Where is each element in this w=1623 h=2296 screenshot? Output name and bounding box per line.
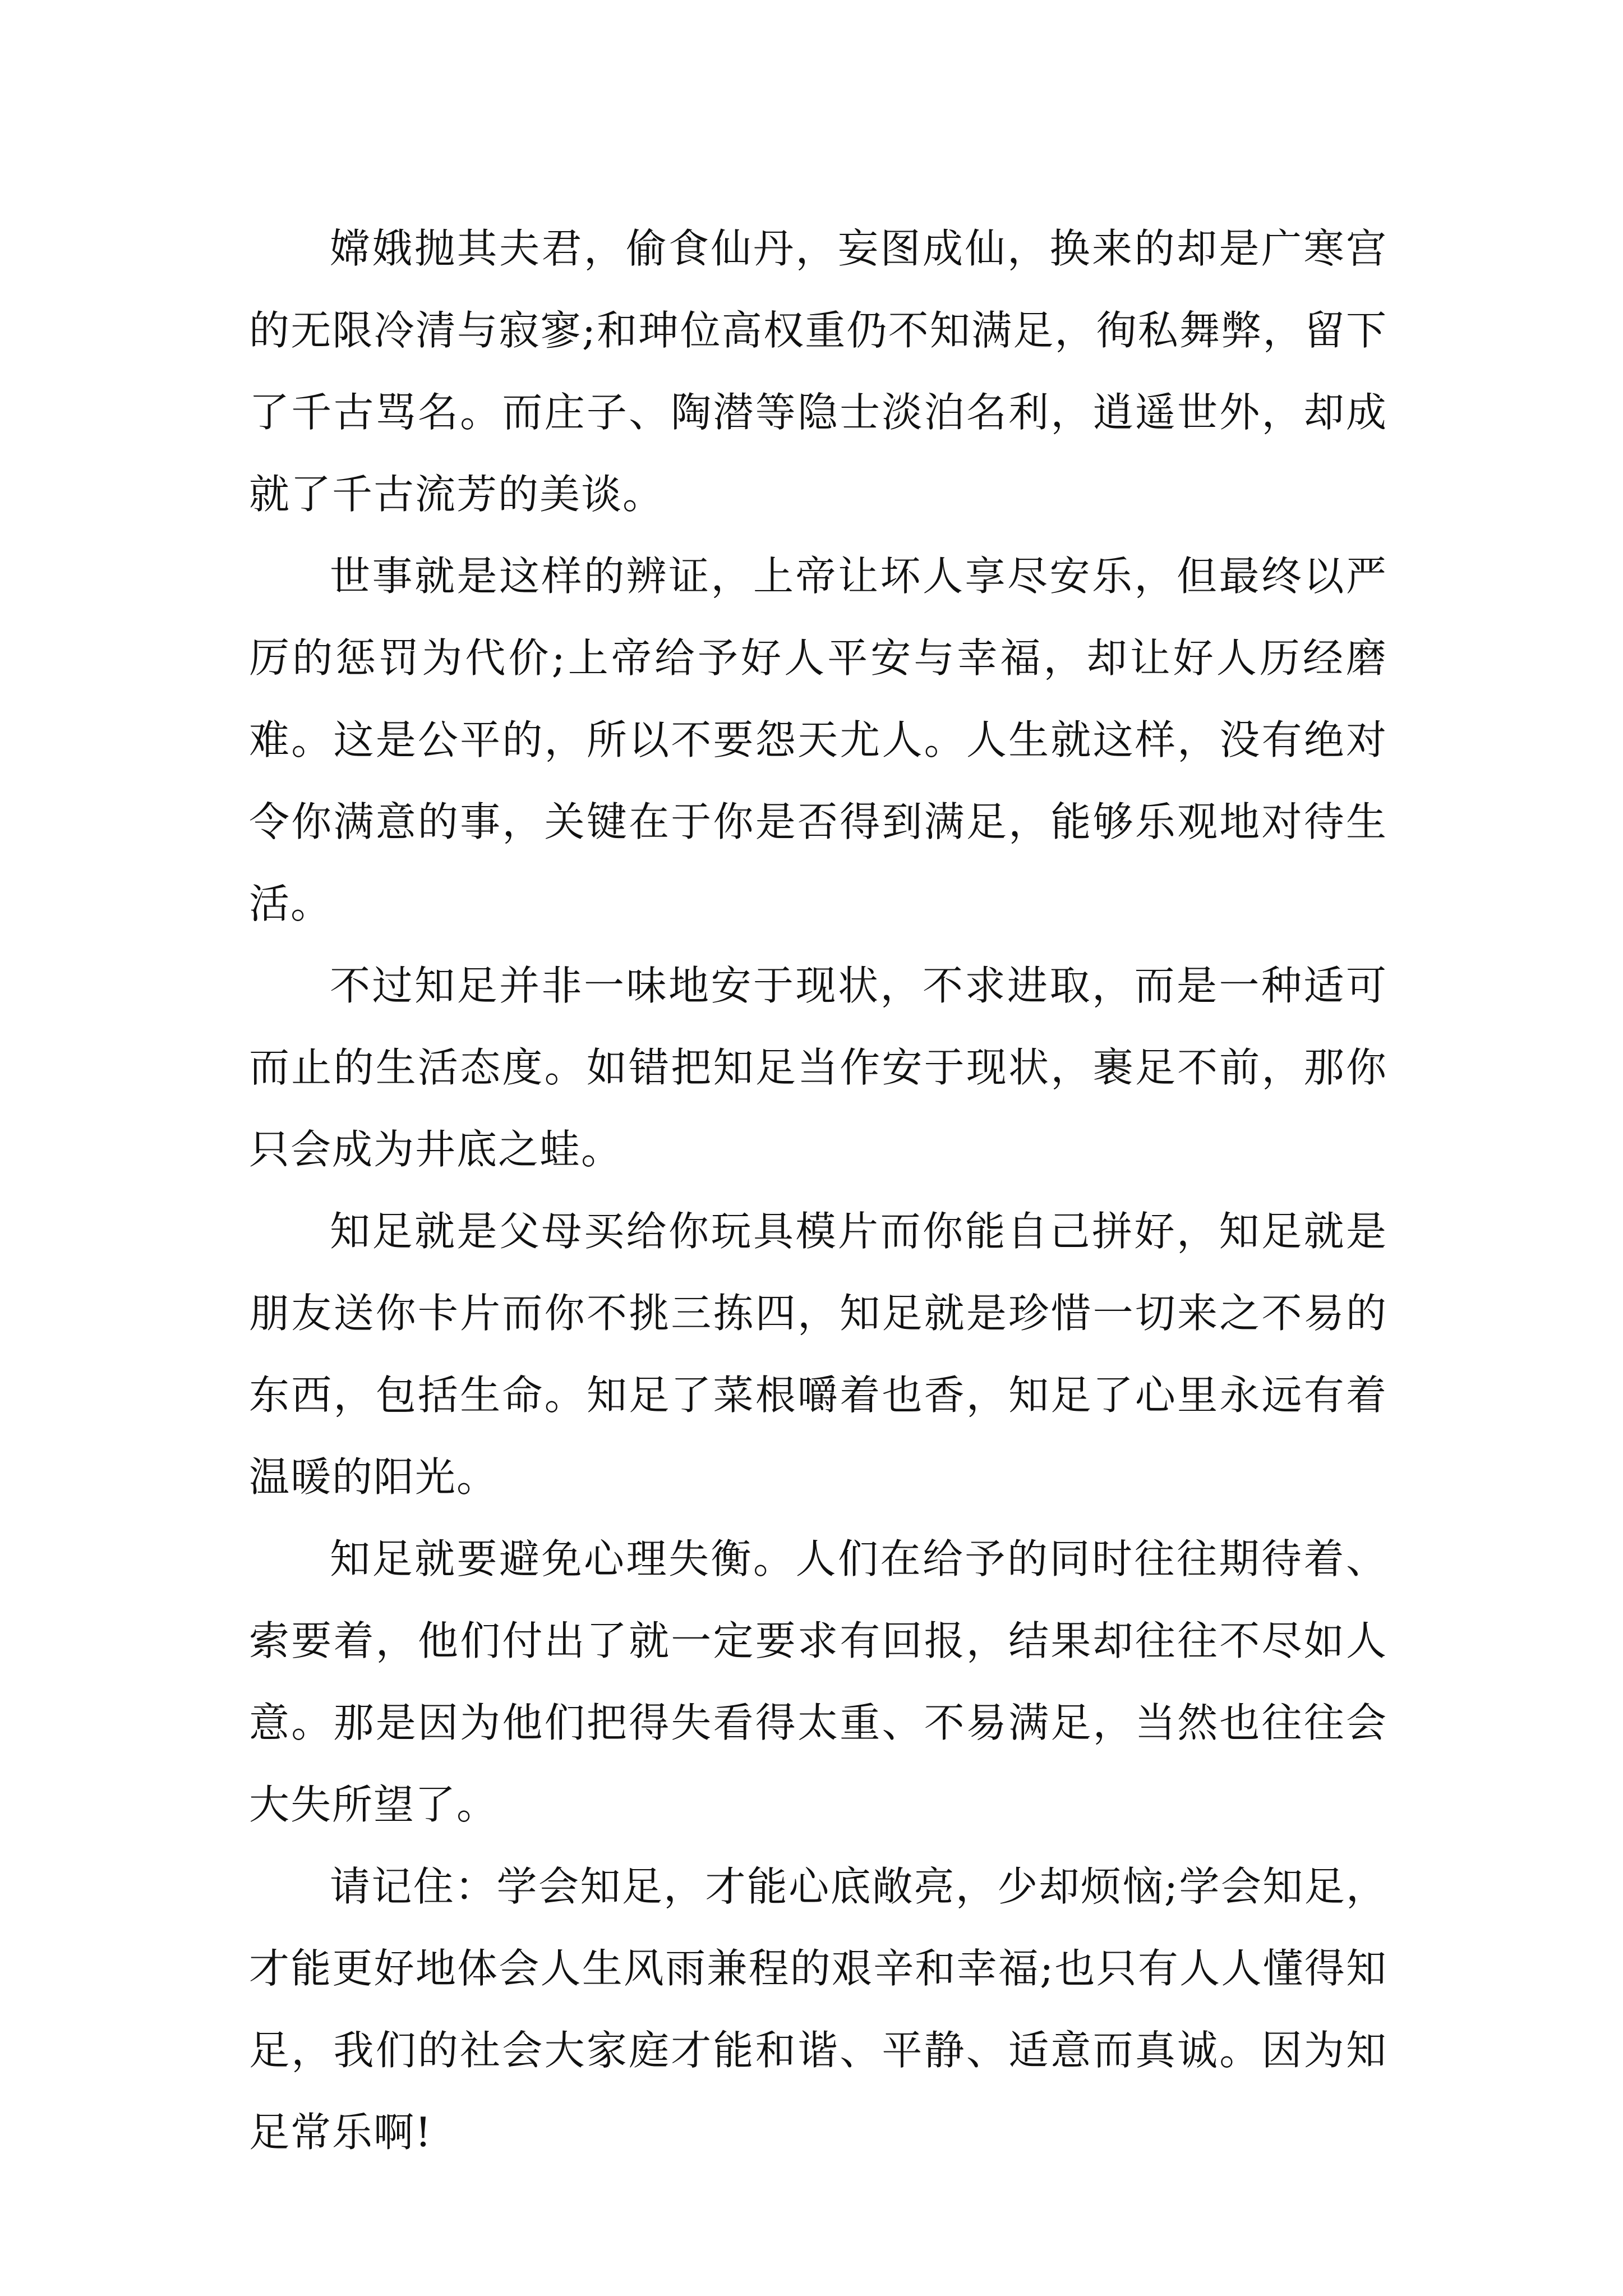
document-body <box>249 208 1387 2173</box>
paragraph-6: 请记住：学会知足，才能心底敞亮，少却烦恼;学会知足，才能更好地体会人生风雨兼程的艰辛和幸福;也只有人人懂得知足，我们的社会大家庭才能和谐、平静、适意而真诚。因为知足常乐啊! <box>249 1863 1387 2156</box>
paragraph-5: 知足就要避免心理失衡。人们在给予的同时往往期待着、索要着，他们付出了就一定要求有回报，结果却往往不尽如人意。那是因为他们把得失看得太重、不易满足，当然也往往会大失所望了。 <box>249 1535 1387 1828</box>
paragraph-4: 知足就是父母买给你玩具模片而你能自己拼好，知足就是朋友送你卡片而你不挑三拣四，知足就是珍惜一切来之不易的东西，包括生命。知足了菜根嚼着也香，知足了心里永远有着温暖的阳光。 <box>249 1208 1387 1501</box>
paragraph-2: 世事就是这样的辨证，上帝让坏人享尽安乐，但最终以严厉的惩罚为代价;上帝给予好人平安与幸福，却让好人历经磨难。这是公平的，所以不要怨天尤人。人生就这样，没有绝对令你满意的事，关键在于你是否得到满足，能够乐观地对待生活。 <box>249 553 1387 927</box>
paragraph-3: 不过知足并非一味地安于现状，不求进取，而是一种适可而止的生活态度。如错把知足当作安于现状，裹足不前，那你只会成为井底之蛙。 <box>249 962 1387 1173</box>
paragraph-1: 嫦娥抛其夫君，偷食仙丹，妄图成仙，换来的却是广寒宫的无限冷清与寂寥;和珅位高权重仍不知满足，徇私舞弊，留下了千古骂名。而庄子、陶潜等隐士淡泊名利，逍遥世外，却成就了千古流芳的美谈。 <box>249 225 1387 518</box>
